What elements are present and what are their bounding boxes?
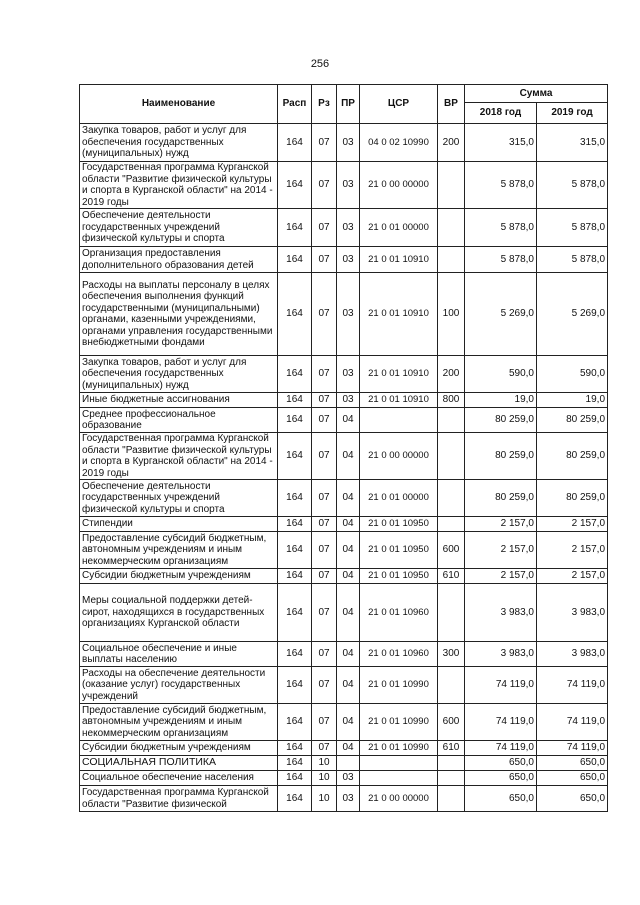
row-csr: 21 0 01 10960: [360, 584, 438, 642]
row-amount-2019: 3 983,0: [537, 584, 608, 642]
row-amount-2018: 650,0: [465, 756, 537, 771]
row-rasp: 164: [278, 124, 312, 162]
row-csr: 21 0 00 00000: [360, 162, 438, 209]
row-name: Государственная программа Курганской области "Развитие физической культуры и спорта в Курганской области" на 2014 - 2019 годы: [80, 162, 278, 209]
table-row: [80, 756, 608, 771]
page-number: 256: [310, 58, 330, 70]
row-amount-2019: 2 157,0: [537, 569, 608, 584]
row-pr: 03: [337, 124, 360, 162]
row-pr: 04: [337, 517, 360, 532]
row-amount-2018: 2 157,0: [465, 532, 537, 569]
row-vr: 610: [438, 569, 465, 584]
row-name: Среднее профессиональное образование: [80, 408, 278, 433]
row-amount-2019: 5 269,0: [537, 273, 608, 356]
row-vr: 300: [438, 642, 465, 667]
row-rasp: 164: [278, 433, 312, 480]
row-csr: 21 0 01 10950: [360, 517, 438, 532]
row-amount-2018: 3 983,0: [465, 584, 537, 642]
row-rasp: 164: [278, 247, 312, 273]
row-name: Социальное обеспечение и иные выплаты населению: [80, 642, 278, 667]
table-row: [80, 642, 608, 667]
row-csr: 21 0 01 10990: [360, 704, 438, 741]
row-name: Закупка товаров, работ и услуг для обеспечения государственных (муниципальных) нужд: [80, 356, 278, 393]
header-name: Наименование: [80, 85, 278, 124]
header-year-2018: 2018 год: [465, 103, 537, 124]
row-rasp: 164: [278, 480, 312, 517]
row-rz: 10: [312, 786, 337, 812]
row-vr: 600: [438, 532, 465, 569]
row-rz: 07: [312, 667, 337, 704]
row-vr: [438, 209, 465, 247]
header-sum: Сумма: [465, 85, 608, 103]
row-amount-2019: 3 983,0: [537, 642, 608, 667]
row-rasp: 164: [278, 756, 312, 771]
row-csr: 04 0 02 10990: [360, 124, 438, 162]
row-amount-2018: 80 259,0: [465, 408, 537, 433]
row-rz: 07: [312, 209, 337, 247]
row-amount-2018: 3 983,0: [465, 642, 537, 667]
table-row: [80, 247, 608, 273]
row-name: Меры социальной поддержки детей-сирот, находящихся в государственных организациях Курганской области: [80, 584, 278, 642]
row-pr: 03: [337, 786, 360, 812]
header-csr: ЦСР: [360, 85, 438, 124]
table-row: [80, 393, 608, 408]
row-amount-2019: 5 878,0: [537, 247, 608, 273]
row-amount-2019: 2 157,0: [537, 532, 608, 569]
row-rz: 07: [312, 124, 337, 162]
row-pr: 04: [337, 532, 360, 569]
row-rz: 07: [312, 517, 337, 532]
row-vr: 100: [438, 273, 465, 356]
row-csr: 21 0 01 10950: [360, 532, 438, 569]
row-pr: 03: [337, 247, 360, 273]
row-pr: 04: [337, 704, 360, 741]
row-amount-2018: 5 878,0: [465, 162, 537, 209]
row-amount-2019: 5 878,0: [537, 209, 608, 247]
table-row: [80, 584, 608, 642]
row-amount-2018: 2 157,0: [465, 517, 537, 532]
row-amount-2018: 5 878,0: [465, 209, 537, 247]
table-row: [80, 433, 608, 480]
row-csr: 21 0 01 10990: [360, 667, 438, 704]
row-vr: 800: [438, 393, 465, 408]
row-amount-2019: 5 878,0: [537, 162, 608, 209]
row-csr: [360, 408, 438, 433]
row-pr: 04: [337, 569, 360, 584]
row-rz: 07: [312, 741, 337, 756]
header-vr: ВР: [438, 85, 465, 124]
row-amount-2019: 74 119,0: [537, 704, 608, 741]
table-row: [80, 162, 608, 209]
row-amount-2018: 80 259,0: [465, 480, 537, 517]
row-csr: 21 0 00 00000: [360, 786, 438, 812]
row-vr: [438, 433, 465, 480]
table-row: [80, 273, 608, 356]
row-vr: [438, 162, 465, 209]
header-rasp: Расп: [278, 85, 312, 124]
row-vr: [438, 786, 465, 812]
row-vr: 200: [438, 124, 465, 162]
row-rasp: 164: [278, 667, 312, 704]
table-row: [80, 532, 608, 569]
row-vr: [438, 480, 465, 517]
table-row: [80, 786, 608, 812]
row-rasp: 164: [278, 642, 312, 667]
row-csr: 21 0 01 10910: [360, 393, 438, 408]
row-amount-2018: 590,0: [465, 356, 537, 393]
row-pr: 04: [337, 741, 360, 756]
row-rz: 07: [312, 408, 337, 433]
row-name: Государственная программа Курганской области "Развитие физической: [80, 786, 278, 812]
row-amount-2019: 590,0: [537, 356, 608, 393]
row-amount-2019: 650,0: [537, 771, 608, 786]
row-vr: 600: [438, 704, 465, 741]
row-amount-2019: 80 259,0: [537, 408, 608, 433]
row-csr: 21 0 01 10910: [360, 273, 438, 356]
table-row: [80, 408, 608, 433]
row-rz: 07: [312, 162, 337, 209]
row-rz: 07: [312, 356, 337, 393]
table-row: [80, 704, 608, 741]
row-vr: [438, 517, 465, 532]
row-rasp: 164: [278, 393, 312, 408]
row-rasp: 164: [278, 584, 312, 642]
row-rasp: 164: [278, 704, 312, 741]
row-pr: 04: [337, 408, 360, 433]
row-csr: 21 0 00 00000: [360, 433, 438, 480]
row-vr: 610: [438, 741, 465, 756]
row-rasp: 164: [278, 532, 312, 569]
row-name: Организация предоставления дополнительного образования детей: [80, 247, 278, 273]
row-name: Иные бюджетные ассигнования: [80, 393, 278, 408]
row-pr: 03: [337, 273, 360, 356]
row-rz: 07: [312, 273, 337, 356]
row-rasp: 164: [278, 162, 312, 209]
row-csr: 21 0 01 00000: [360, 209, 438, 247]
row-csr: 21 0 01 10910: [360, 247, 438, 273]
row-name: Предоставление субсидий бюджетным, автономным учреждениям и иным некоммерческим организациям: [80, 532, 278, 569]
row-amount-2019: 2 157,0: [537, 517, 608, 532]
row-vr: [438, 771, 465, 786]
row-pr: [337, 756, 360, 771]
row-csr: 21 0 01 10960: [360, 642, 438, 667]
row-rasp: 164: [278, 771, 312, 786]
row-rz: 07: [312, 433, 337, 480]
row-amount-2019: 650,0: [537, 786, 608, 812]
row-rasp: 164: [278, 741, 312, 756]
row-pr: 04: [337, 584, 360, 642]
row-name: Закупка товаров, работ и услуг для обеспечения государственных (муниципальных) нужд: [80, 124, 278, 162]
row-rasp: 164: [278, 408, 312, 433]
header-rz: Рз: [312, 85, 337, 124]
row-amount-2018: 74 119,0: [465, 667, 537, 704]
row-amount-2019: 80 259,0: [537, 433, 608, 480]
header-pr: ПР: [337, 85, 360, 124]
row-csr: [360, 756, 438, 771]
row-pr: 03: [337, 771, 360, 786]
row-name: Расходы на обеспечение деятельности (оказание услуг) государственных учреждений: [80, 667, 278, 704]
row-pr: 04: [337, 642, 360, 667]
row-pr: 04: [337, 480, 360, 517]
row-pr: 03: [337, 162, 360, 209]
table-row: [80, 569, 608, 584]
row-csr: 21 0 01 10990: [360, 741, 438, 756]
row-amount-2019: 650,0: [537, 756, 608, 771]
row-vr: [438, 408, 465, 433]
row-pr: 03: [337, 356, 360, 393]
row-amount-2018: 19,0: [465, 393, 537, 408]
row-csr: 21 0 01 00000: [360, 480, 438, 517]
row-rz: 10: [312, 771, 337, 786]
row-rz: 07: [312, 584, 337, 642]
row-rasp: 164: [278, 209, 312, 247]
table-row: [80, 741, 608, 756]
row-amount-2018: 2 157,0: [465, 569, 537, 584]
row-rz: 07: [312, 642, 337, 667]
row-name: Субсидии бюджетным учреждениям: [80, 569, 278, 584]
table-row: [80, 771, 608, 786]
row-name: СОЦИАЛЬНАЯ ПОЛИТИКА: [80, 756, 278, 771]
row-name: Обеспечение деятельности государственных учреждений физической культуры и спорта: [80, 209, 278, 247]
row-pr: 03: [337, 209, 360, 247]
row-rz: 07: [312, 247, 337, 273]
row-vr: [438, 584, 465, 642]
row-pr: 03: [337, 393, 360, 408]
row-rz: 07: [312, 704, 337, 741]
row-name: Субсидии бюджетным учреждениям: [80, 741, 278, 756]
row-vr: [438, 756, 465, 771]
row-amount-2019: 74 119,0: [537, 667, 608, 704]
row-vr: [438, 247, 465, 273]
row-csr: [360, 771, 438, 786]
row-amount-2019: 315,0: [537, 124, 608, 162]
row-amount-2019: 19,0: [537, 393, 608, 408]
row-pr: 04: [337, 667, 360, 704]
row-rasp: 164: [278, 517, 312, 532]
row-amount-2018: 650,0: [465, 771, 537, 786]
row-rasp: 164: [278, 786, 312, 812]
row-rz: 10: [312, 756, 337, 771]
row-rasp: 164: [278, 569, 312, 584]
row-amount-2018: 5 269,0: [465, 273, 537, 356]
table-row: [80, 667, 608, 704]
row-rz: 07: [312, 532, 337, 569]
row-amount-2018: 315,0: [465, 124, 537, 162]
row-name: Обеспечение деятельности государственных учреждений физической культуры и спорта: [80, 480, 278, 517]
row-csr: 21 0 01 10910: [360, 356, 438, 393]
budget-table: [79, 84, 608, 812]
row-name: Стипендии: [80, 517, 278, 532]
table-row: [80, 124, 608, 162]
row-amount-2018: 74 119,0: [465, 741, 537, 756]
row-amount-2018: 5 878,0: [465, 247, 537, 273]
row-rz: 07: [312, 569, 337, 584]
row-name: Расходы на выплаты персоналу в целях обеспечения выполнения функций государственными (муниципальными) органами, казенными учреждениями, органами управления государственными внебюджетными фондами: [80, 273, 278, 356]
row-vr: 200: [438, 356, 465, 393]
row-rz: 07: [312, 393, 337, 408]
table-row: [80, 480, 608, 517]
row-vr: [438, 667, 465, 704]
row-rz: 07: [312, 480, 337, 517]
row-amount-2019: 80 259,0: [537, 480, 608, 517]
row-amount-2018: 80 259,0: [465, 433, 537, 480]
table-row: [80, 517, 608, 532]
row-csr: 21 0 01 10950: [360, 569, 438, 584]
table-row: [80, 356, 608, 393]
row-amount-2018: 650,0: [465, 786, 537, 812]
header-year-2019: 2019 год: [537, 103, 608, 124]
row-rasp: 164: [278, 356, 312, 393]
row-amount-2018: 74 119,0: [465, 704, 537, 741]
table-row: [80, 209, 608, 247]
row-name: Государственная программа Курганской области "Развитие физической культуры и спорта в Курганской области" на 2014 - 2019 годы: [80, 433, 278, 480]
row-pr: 04: [337, 433, 360, 480]
row-rasp: 164: [278, 273, 312, 356]
row-amount-2019: 74 119,0: [537, 741, 608, 756]
row-name: Предоставление субсидий бюджетным, автономным учреждениям и иным некоммерческим организациям: [80, 704, 278, 741]
row-name: Социальное обеспечение населения: [80, 771, 278, 786]
